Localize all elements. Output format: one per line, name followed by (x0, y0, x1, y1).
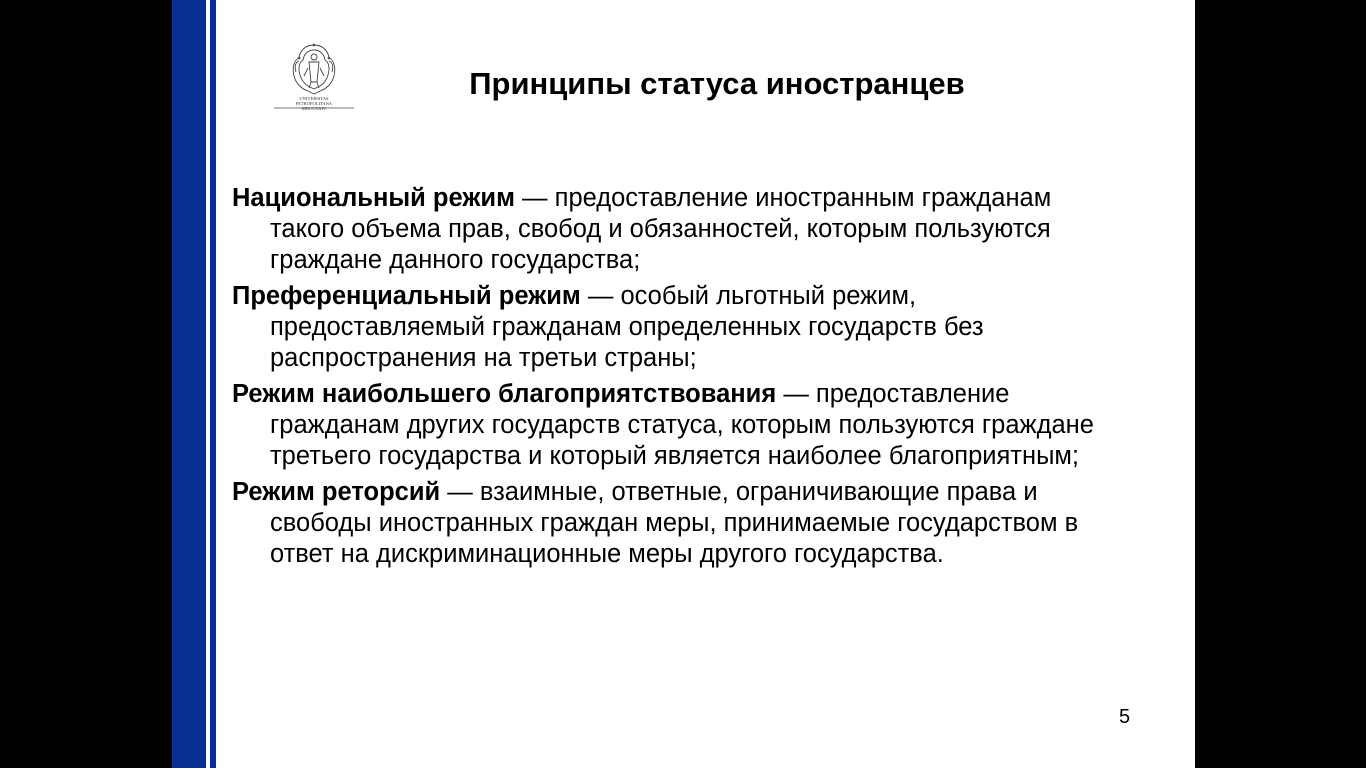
item-term: Режим наибольшего благоприятствования (232, 380, 777, 408)
item-term: Национальный режим (232, 184, 515, 212)
item-definition: — предоставление иностранным гражданам такого объема прав, свобод и обязанностей, которым пользуются граждане данного государства; (270, 184, 1052, 274)
item-definition: — взаимные, ответные, ограничивающие права и свободы иностранных граждан меры, принимаемые государством в ответ на дискриминационные меры другого государства. (270, 478, 1079, 568)
slide (172, 0, 1195, 768)
list-item (232, 281, 1132, 374)
page-number: 5 (1119, 706, 1131, 728)
slide-title: Принципы статуса иностранцев (469, 66, 965, 101)
list-item (232, 379, 1132, 472)
accent-bar-inner (210, 0, 216, 768)
list-item (232, 477, 1132, 570)
slide-content (232, 183, 1132, 575)
item-term: Преференциальный режим (232, 282, 581, 310)
item-definition: — предоставление гражданам других государств статуса, которым пользуются граждане третьего государства и который является наиболее благоприятным; (270, 380, 1094, 470)
logo-text-line: UNIVERSITAS (299, 96, 329, 101)
logo-text-line: PETROPOLITANA (295, 101, 333, 106)
logo-text-line: MDCCXXIV (301, 106, 327, 111)
accent-bar-outer (172, 0, 206, 768)
item-definition: — особый льготный режим, предоставляемый гражданам определенных государств без распространения на третьи страны; (270, 282, 984, 372)
logo-text (274, 96, 354, 111)
list-item (232, 183, 1132, 276)
item-term: Режим реторсий (232, 478, 441, 506)
